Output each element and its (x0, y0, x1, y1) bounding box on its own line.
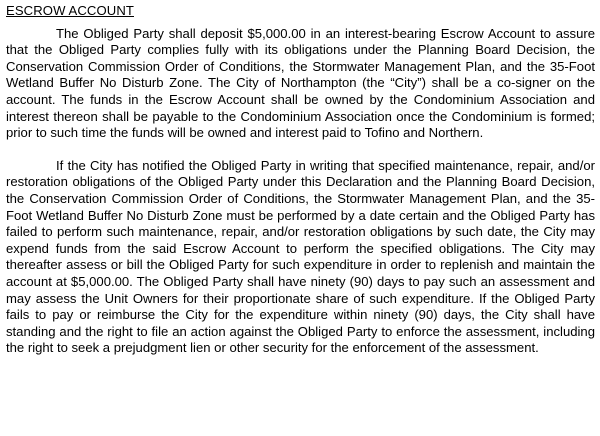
paragraph-escrow-deposit: The Obliged Party shall deposit $5,000.00 in an interest-bearing Escrow Account to assure that the Obliged Party complies fully with its obligations under the Planning Board Decision, the Conservation Commission Order of Conditions, the Stormwater Management Plan, and the 35-Foot Wetland Buffer No Disturb Zone. The City of Northampton (the “City”) shall be a co-signer on the account. The funds in the Escrow Account shall be owned by the Condominium Association and interest thereon shall be payable to the Condominium Association once the Condominium is formed; prior to such time the funds will be owned and interest paid to Tofino and Northern. (6, 25, 595, 141)
document-page (6, 3, 595, 357)
section-heading: ESCROW ACCOUNT (6, 3, 134, 18)
paragraph-city-expenditure: If the City has notified the Obliged Party in writing that specified maintenance, repair, and/or restoration obligations of the Obliged Party under this Declaration and the Planning Board Decision, the Conservation Commission Order of Conditions, the Stormwater Management Plan, and the 35-Foot Wetland Buffer No Disturb Zone must be performed by a date certain and the Obliged Party has failed to perform such maintenance, repair, and/or restoration obligations by such date, the City may expend funds from the said Escrow Account to perform the specified obligations. The City may thereafter assess or bill the Obliged Party for such expenditure in order to replenish and maintain the account at $5,000.00. The Obliged Party shall have ninety (90) days to pay such an assessment and may assess the Unit Owners for their proportionate share of such expenditure. If the Obliged Party fails to pay or reimburse the City for the expenditure within ninety (90) days, the City shall have standing and the right to file an action against the Obliged Party to enforce the assessment, including the right to seek a prejudgment lien or other security for the enforcement of the assessment. (6, 157, 595, 356)
